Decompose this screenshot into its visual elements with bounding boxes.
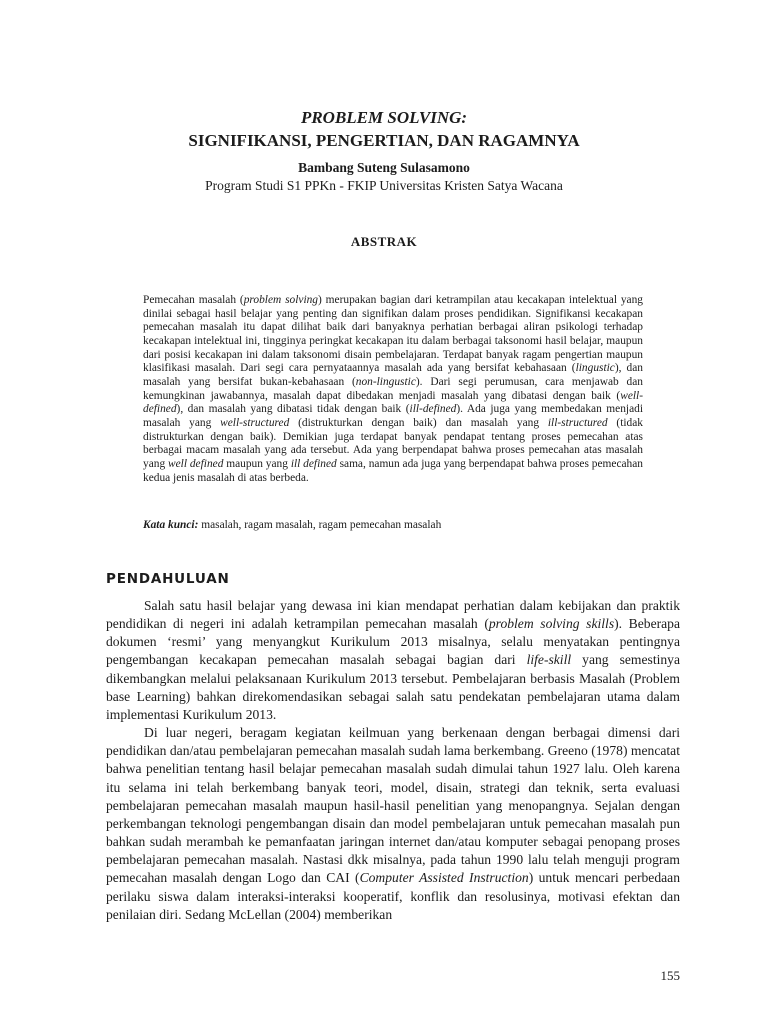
paper-title-line1: [0, 108, 768, 128]
abstract-heading: ABSTRAK: [350, 234, 418, 249]
section-heading-pendahuluan: PENDAHULUAN: [106, 571, 230, 587]
abstract-text: Pemecahan masalah (problem solving) merupakan bagian dari ketrampilan atau kecakapan intelektual yang dinilai sebagai hasil belajar yang penting dan signifikan dalam proses pendidikan. Signifikansi kecakapan pemecahan masalah itu dapat dilihat baik dari banyaknya perhatian berbagai aliran psikologi terhadap kecakapan intelektual ini, tingginya peringkat kecakapan itu dalam berbagai taksonomi hasil belajar, maupun dari posisi kecakapan ini dalam taksonomi disain pembelajaran. Terdapat banyak ragam pengertian maupun klasifikasi masalah. Dari segi cara pernyataannya masalah ada yang bersifat kebahasaan (lingustic), dan masalah yang bersifat bukan-kebahasaan (non-lingustic). Dari segi perumusan, cara menjawab dan kemungkinan jawabannya, masalah dapat dibedakan menjadi masalah yang dibatasi dengan baik (well-defined), dan masalah yang dibatasi tidak dengan baik (ill-defined). Ada juga yang membedakan menjadi masalah yang well-structured (distrukturkan dengan baik) dan masalah yang ill-structured (tidak distrukturkan dengan baik). Demikian juga terdapat banyak pendapat tentang proses pemecahan atas berbagai macam masalah yang ada tersebut. Ada yang berpendapat bahwa proses pemecahan atas masalah yang well defined maupun yang ill defined sama, namun ada juga yang berpendapat bahwa proses pemecahan kedua jenis masalah di atas berbeda.: [143, 294, 644, 484]
paper-title-line2: SIGNIFIKANSI, PENGERTIAN, DAN RAGAMNYA: [188, 131, 580, 150]
paragraph-1: Salah satu hasil belajar yang dewasa ini kian mendapat perhatian dalam kebijakan dan praktik pendidikan di negeri ini adalah ketrampilan pemecahan masalah (problem solving skills). Beberapa dokumen ‘resmi’ yang menyangkut Kurikulum 2013 misalnya, selalu menyatakan pentingnya pengembangan kecakapan pemecahan masalah sebagai bagian dari life-skill yang semestinya dikembangkan melalui pelaksanaan Kurikulum 2013 tersebut. Pembelajaran berbasis Masalah (Problem base Learning) bahkan direkomendasikan sebagai salah satu pendekatan pembelajaran utama dalam implementasi Kurikulum 2013.: [106, 598, 681, 722]
keywords: [143, 518, 643, 532]
author-affiliation: Program Studi S1 PPKn - FKIP Universitas Kristen Satya Wacana: [205, 178, 563, 193]
author-name: Bambang Suteng Sulasamono: [298, 160, 470, 175]
page-number: 155: [660, 968, 680, 983]
keywords-label: Kata kunci:: [143, 519, 199, 531]
body-text: [106, 597, 680, 924]
paragraph-2: Di luar negeri, beragam kegiatan keilmuan yang berkenaan dengan berbagai dimensi dari pendidikan dan/atau pembelajaran pemecahan masalah sudah lama berkembang. Greeno (1978) mencatat bahwa penelitian tentang hasil belajar pemecahan masalah sudah dimulai tahun 1927 lalu. Oleh karena itu selama ini telah berkembang banyak teori, model, disain, strategi dan teknik, serta evaluasi pembelajaran pemecahan masalah maupun hasil-hasil penelitian yang menopangnya. Sejalan dengan perkembangan teknologi pengembangan disain dan model pembelajaran untuk pemecahan masalah pun bahkan sudah merambah ke pemanfaatan jaringan internet dan/atau komputer sebagai penopang proses pembelajaran pemecahan masalah. Nastasi dkk misalnya, pada tahun 1990 lalu telah menguji program pemecahan masalah dengan Logo dan CAI (Computer Assisted Instruction) untuk mencari perbedaan perilaku siswa dalam interaksi-interaksi kooperatif, konflik dan resolusinya, motivasi efektan dan penilaian diri. Sedang McLellan (2004) memberikan: [106, 725, 681, 922]
keywords-list: masalah, ragam masalah, ragam pemecahan masalah: [198, 519, 442, 531]
paper-title-italic: PROBLEM SOLVING:: [300, 108, 468, 127]
